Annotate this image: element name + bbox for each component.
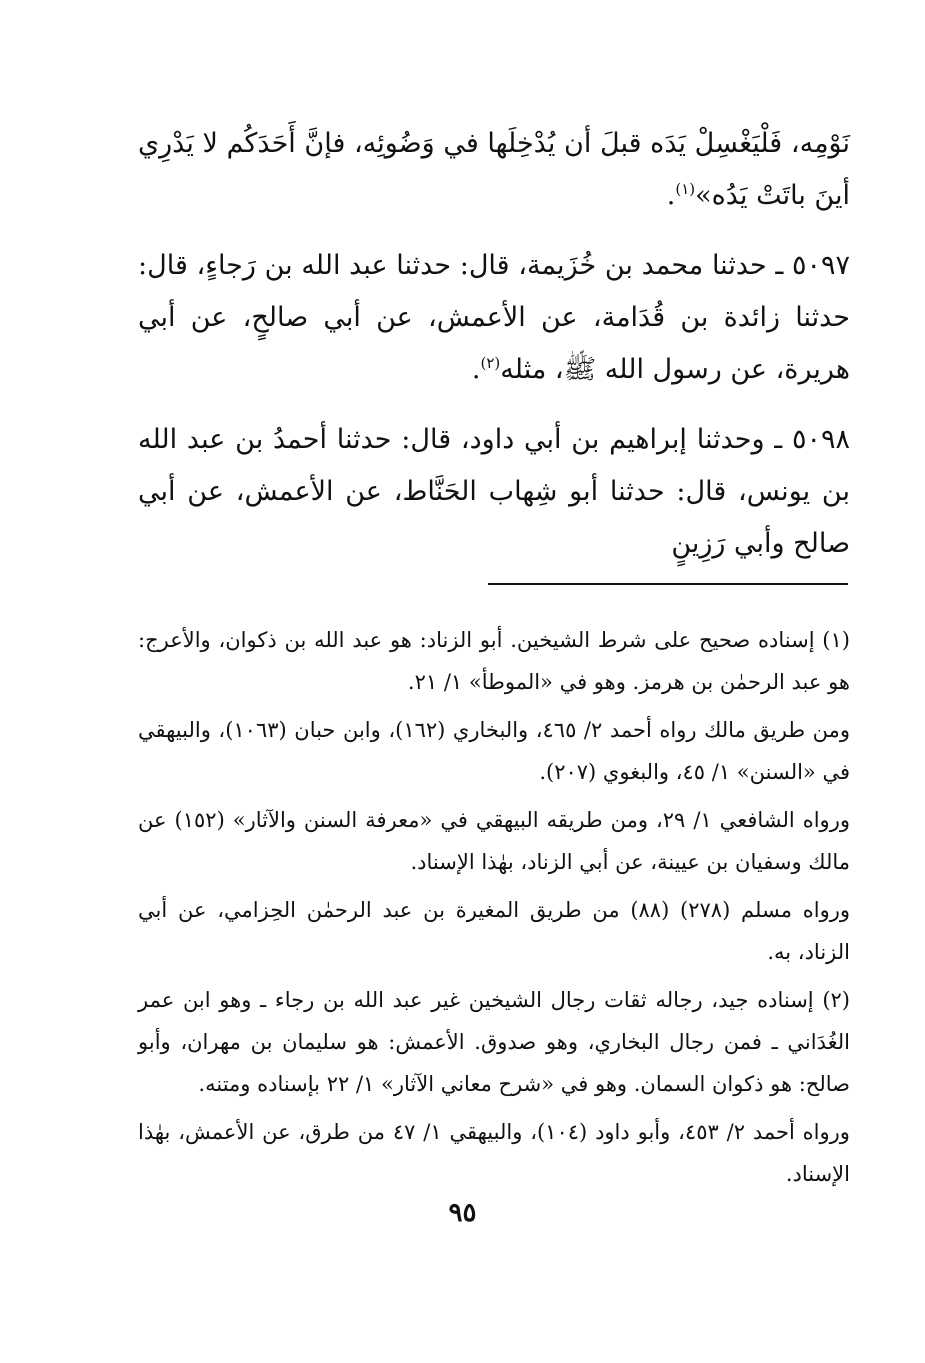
hadith-continuation-paragraph <box>138 118 850 222</box>
hadith-5098-paragraph: ٥٠٩٨ ـ وحدثنا إبراهيم بن أبي داود، قال: حدثنا أحمدُ بن عبد الله بن يونس، قال: حدثنا أبو شِهاب الحَنَّاط، عن الأعمش، عن أبي صالح وأبي رَزِينٍ <box>138 424 850 559</box>
sentence-end: . <box>666 180 676 211</box>
main-text-block <box>138 118 850 588</box>
hadith-text: نَوْمِه، فَلْيَغْسِلْ يَدَه قبلَ أن يُدْخِلَها في وَضُوئِه، فإنَّ أَحَدَكُم لا يَدْرِي أينَ باتَتْ يَدُه» <box>138 128 850 211</box>
hadith-5097-paragraph <box>138 240 850 396</box>
footnotes-block <box>138 619 850 1201</box>
footnote-1-text: (١) إسناده صحيح على شرط الشيخين. أبو الزناد: هو عبد الله بن ذكوان، والأعرج: هو عبد الرحمٰن بن هرمز. وهو في «الموطأ» ١/ ٢١. <box>138 628 850 694</box>
footnote-1-text: ورواه مسلم (٢٧٨) (٨٨) من طريق المغيرة بن عبد الرحمٰن الحِزامي، عن أبي الزناد، به. <box>138 898 850 964</box>
footnote-ref-1: (١) <box>675 180 696 198</box>
hadith-text: ٥٠٩٧ ـ حدثنا محمد بن خُزَيمة، قال: حدثنا عبد الله بن رَجاءٍ، قال: حدثنا زائدة بن قُدَامة، عن الأعمش، عن أبي صالحٍ، عن أبي هريرة، عن رسول الله ﷺ، مثله <box>138 250 850 385</box>
sentence-end: . <box>471 354 481 385</box>
page-number: ٩٥ <box>448 1198 477 1228</box>
footnote-1-text: ومن طريق مالك رواه أحمد ٢/ ٤٦٥، والبخاري (١٦٢)، وابن حبان (١٠٦٣)، والبيهقي في «السنن» ١/ ٤٥، والبغوي (٢٠٧). <box>138 718 850 784</box>
footnote-2-text: (٢) إسناده جيد، رجاله ثقات رجال الشيخين غير عبد الله بن رجاء ـ وهو ابن عمر الغُدَاني ـ فمن رجال البخاري، وهو صدوق. الأعمش: هو سليمان بن مهران، وأبو صالح: هو ذكوان السمان. وهو في «شرح معاني الآثار» ١/ ٢٢ بإسناده ومتنه. <box>138 988 850 1096</box>
footnote-separator <box>488 583 848 585</box>
footnote-ref-2: (٢) <box>480 354 501 372</box>
footnote-1-text: ورواه الشافعي ١/ ٢٩، ومن طريقه البيهقي في «معرفة السنن والآثار» (١٥٢) عن مالك وسفيان بن عيينة، عن أبي الزناد، بهٰذا الإسناد. <box>138 808 850 874</box>
footnote-2-text: ورواه أحمد ٢/ ٤٥٣، وأبو داود (١٠٤)، والبيهقي ١/ ٤٧ من طرق، عن الأعمش، بهٰذا الإسناد. <box>138 1120 850 1186</box>
